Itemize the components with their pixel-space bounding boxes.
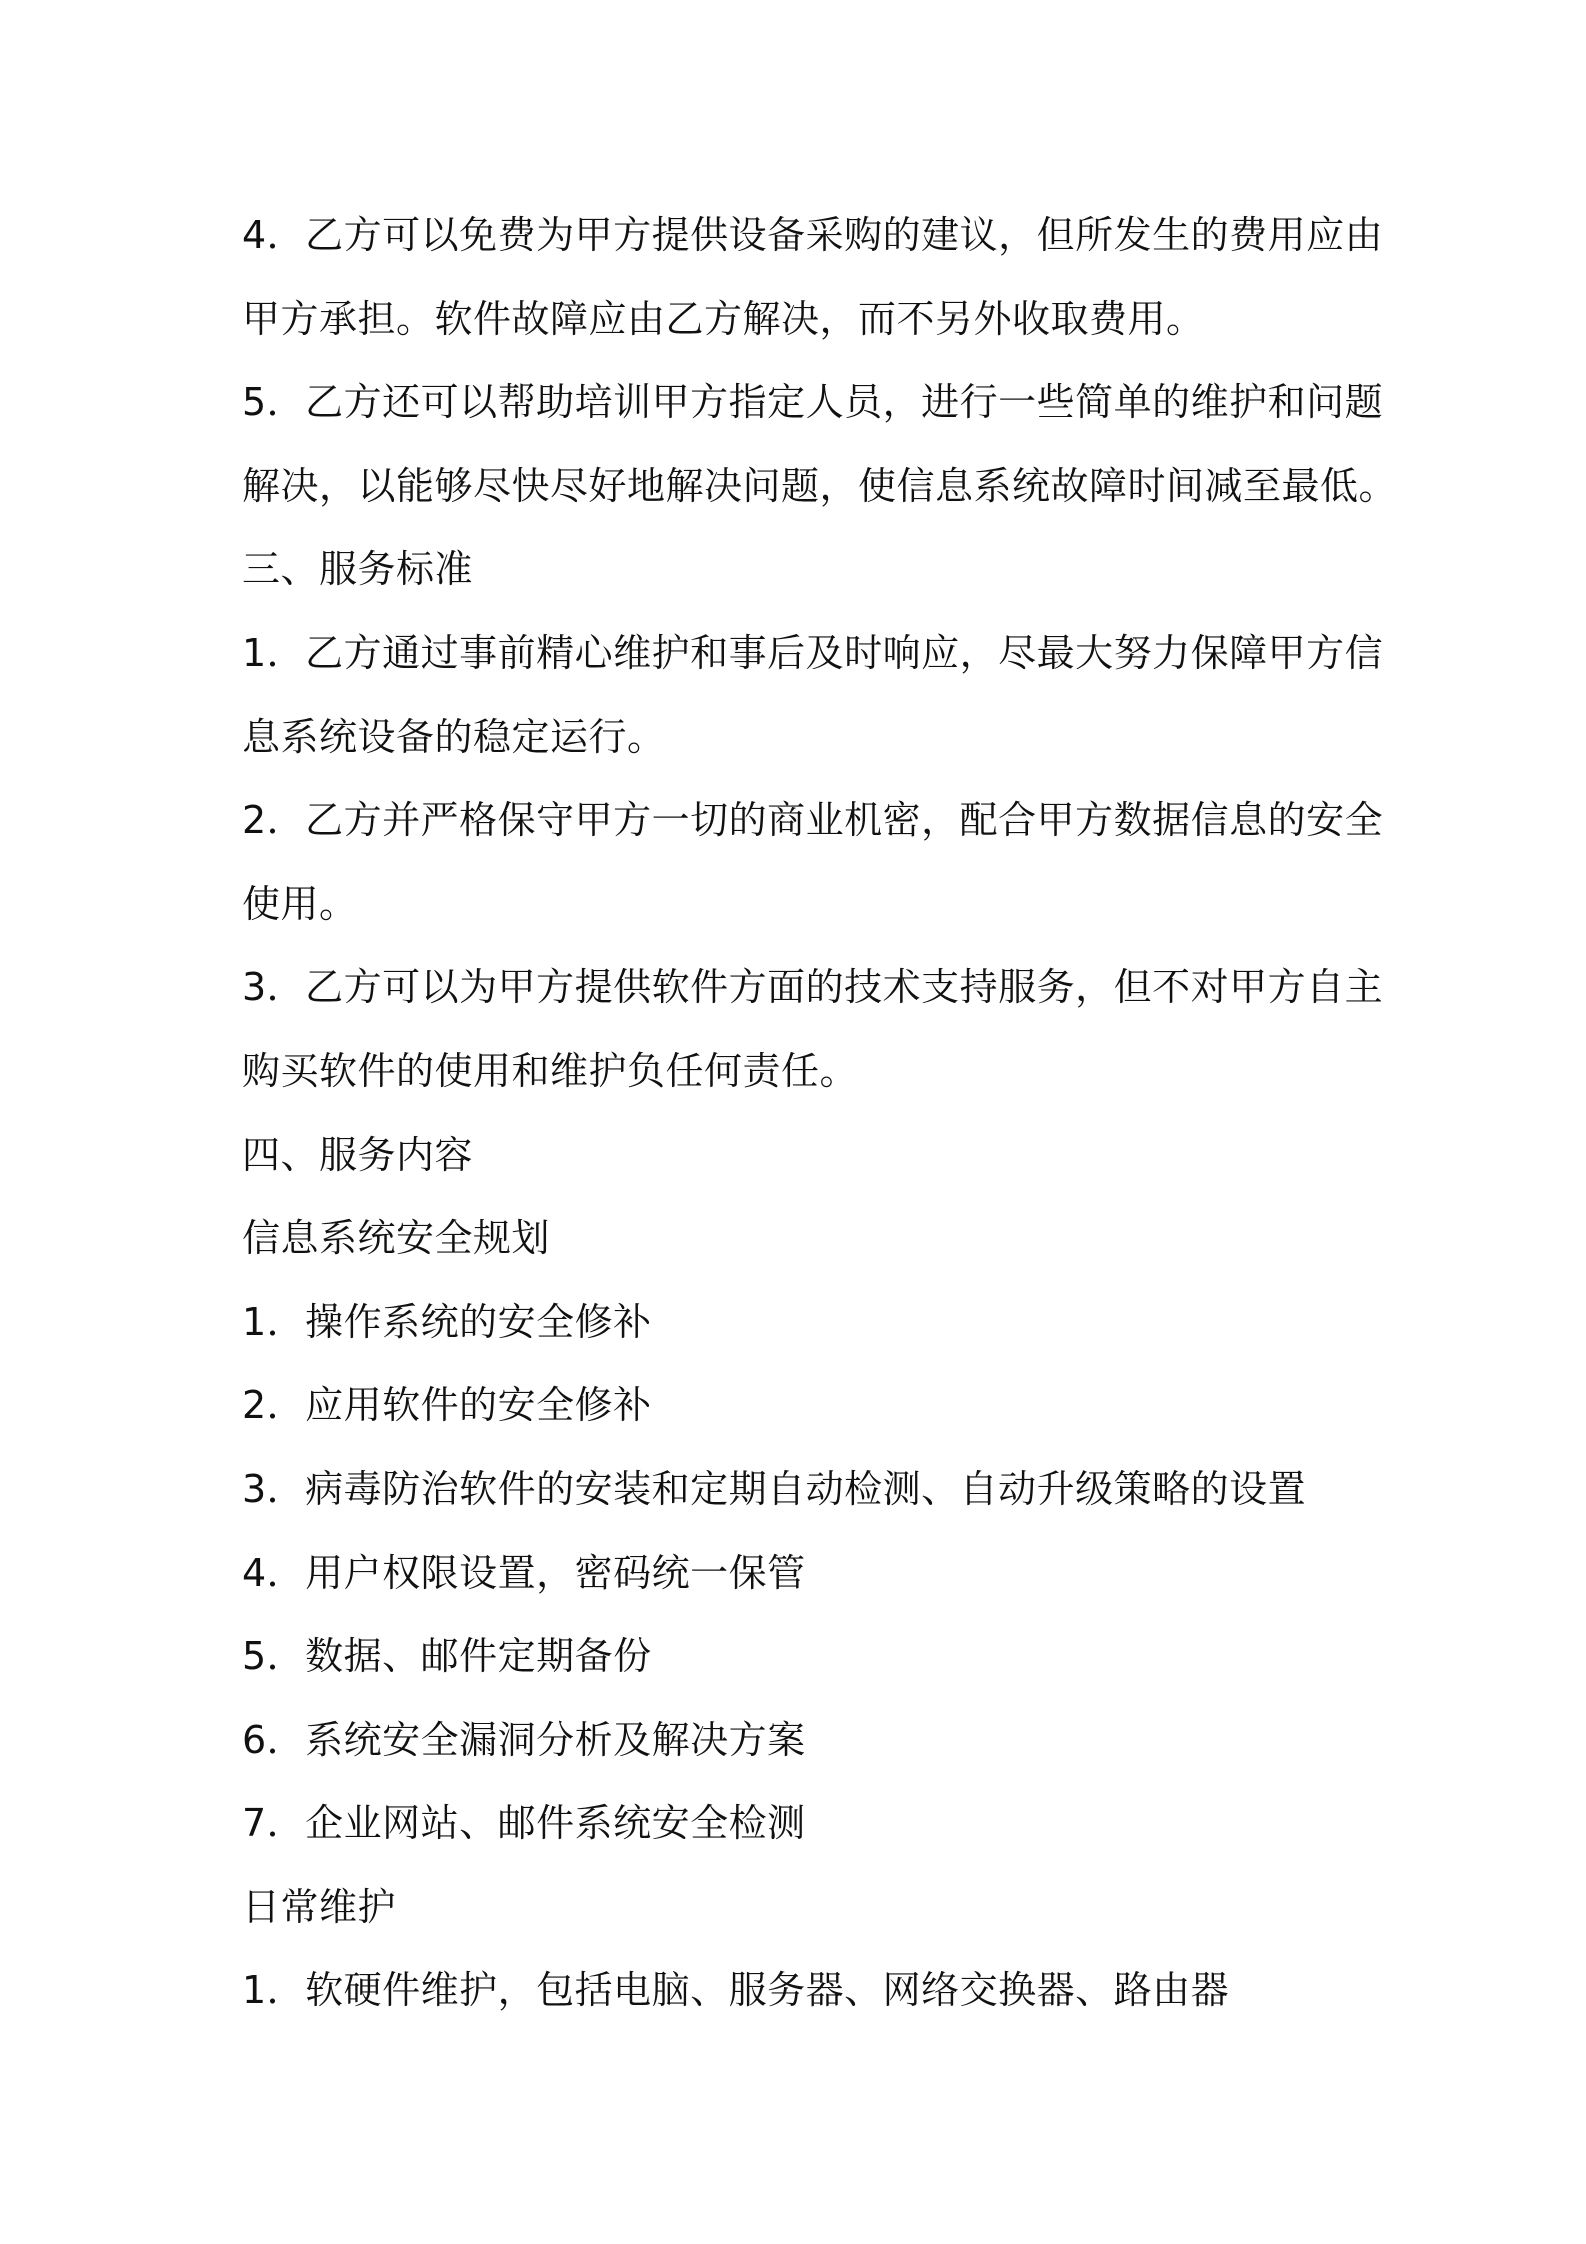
standard-1-line-1: 1．乙方通过事前精心维护和事后及时响应，尽最大努力保障甲方信 — [242, 630, 1384, 675]
standard-3-line-1: 3．乙方可以为甲方提供软件方面的技术支持服务，但不对甲方自主 — [242, 965, 1384, 1010]
security-item-3: 3．病毒防治软件的安装和定期自动检测、自动升级策略的设置 — [242, 1466, 1307, 1511]
clause-5-line-1: 5．乙方还可以帮助培训甲方指定人员，进行一些简单的维护和问题 — [242, 380, 1384, 425]
section-heading-service-standard: 三、服务标准 — [242, 547, 474, 592]
security-item-6: 6．系统安全漏洞分析及解决方案 — [242, 1717, 806, 1762]
security-item-1: 1．操作系统的安全修补 — [242, 1299, 652, 1344]
security-item-7: 7．企业网站、邮件系统安全检测 — [242, 1801, 806, 1846]
subheading-security-planning: 信息系统安全规划 — [242, 1216, 551, 1261]
security-item-4: 4．用户权限设置，密码统一保管 — [242, 1550, 806, 1595]
document-body — [242, 194, 1398, 2033]
standard-2-line-2: 使用。 — [242, 881, 358, 926]
subheading-daily-maintenance: 日常维护 — [242, 1884, 397, 1929]
standard-1-line-2: 息系统设备的稳定运行。 — [242, 714, 666, 759]
clause-4-line-1: 4．乙方可以免费为甲方提供设备采购的建议，但所发生的费用应由 — [242, 213, 1384, 257]
standard-3-line-2: 购买软件的使用和维护负任何责任。 — [242, 1048, 859, 1093]
maintenance-item-1: 1．软硬件维护，包括电脑、服务器、网络交换器、路由器 — [242, 1968, 1230, 2013]
security-item-2: 2．应用软件的安全修补 — [242, 1383, 652, 1428]
clause-4-line-2: 甲方承担。软件故障应由乙方解决，而不另外收取费用。 — [242, 296, 1205, 341]
standard-2-line-1: 2．乙方并严格保守甲方一切的商业机密，配合甲方数据信息的安全 — [242, 798, 1384, 843]
security-item-5: 5．数据、邮件定期备份 — [242, 1634, 652, 1679]
clause-5-line-2: 解决，以能够尽快尽好地解决问题，使信息系统故障时间减至最低。 — [242, 463, 1398, 508]
section-heading-service-content: 四、服务内容 — [242, 1132, 474, 1177]
